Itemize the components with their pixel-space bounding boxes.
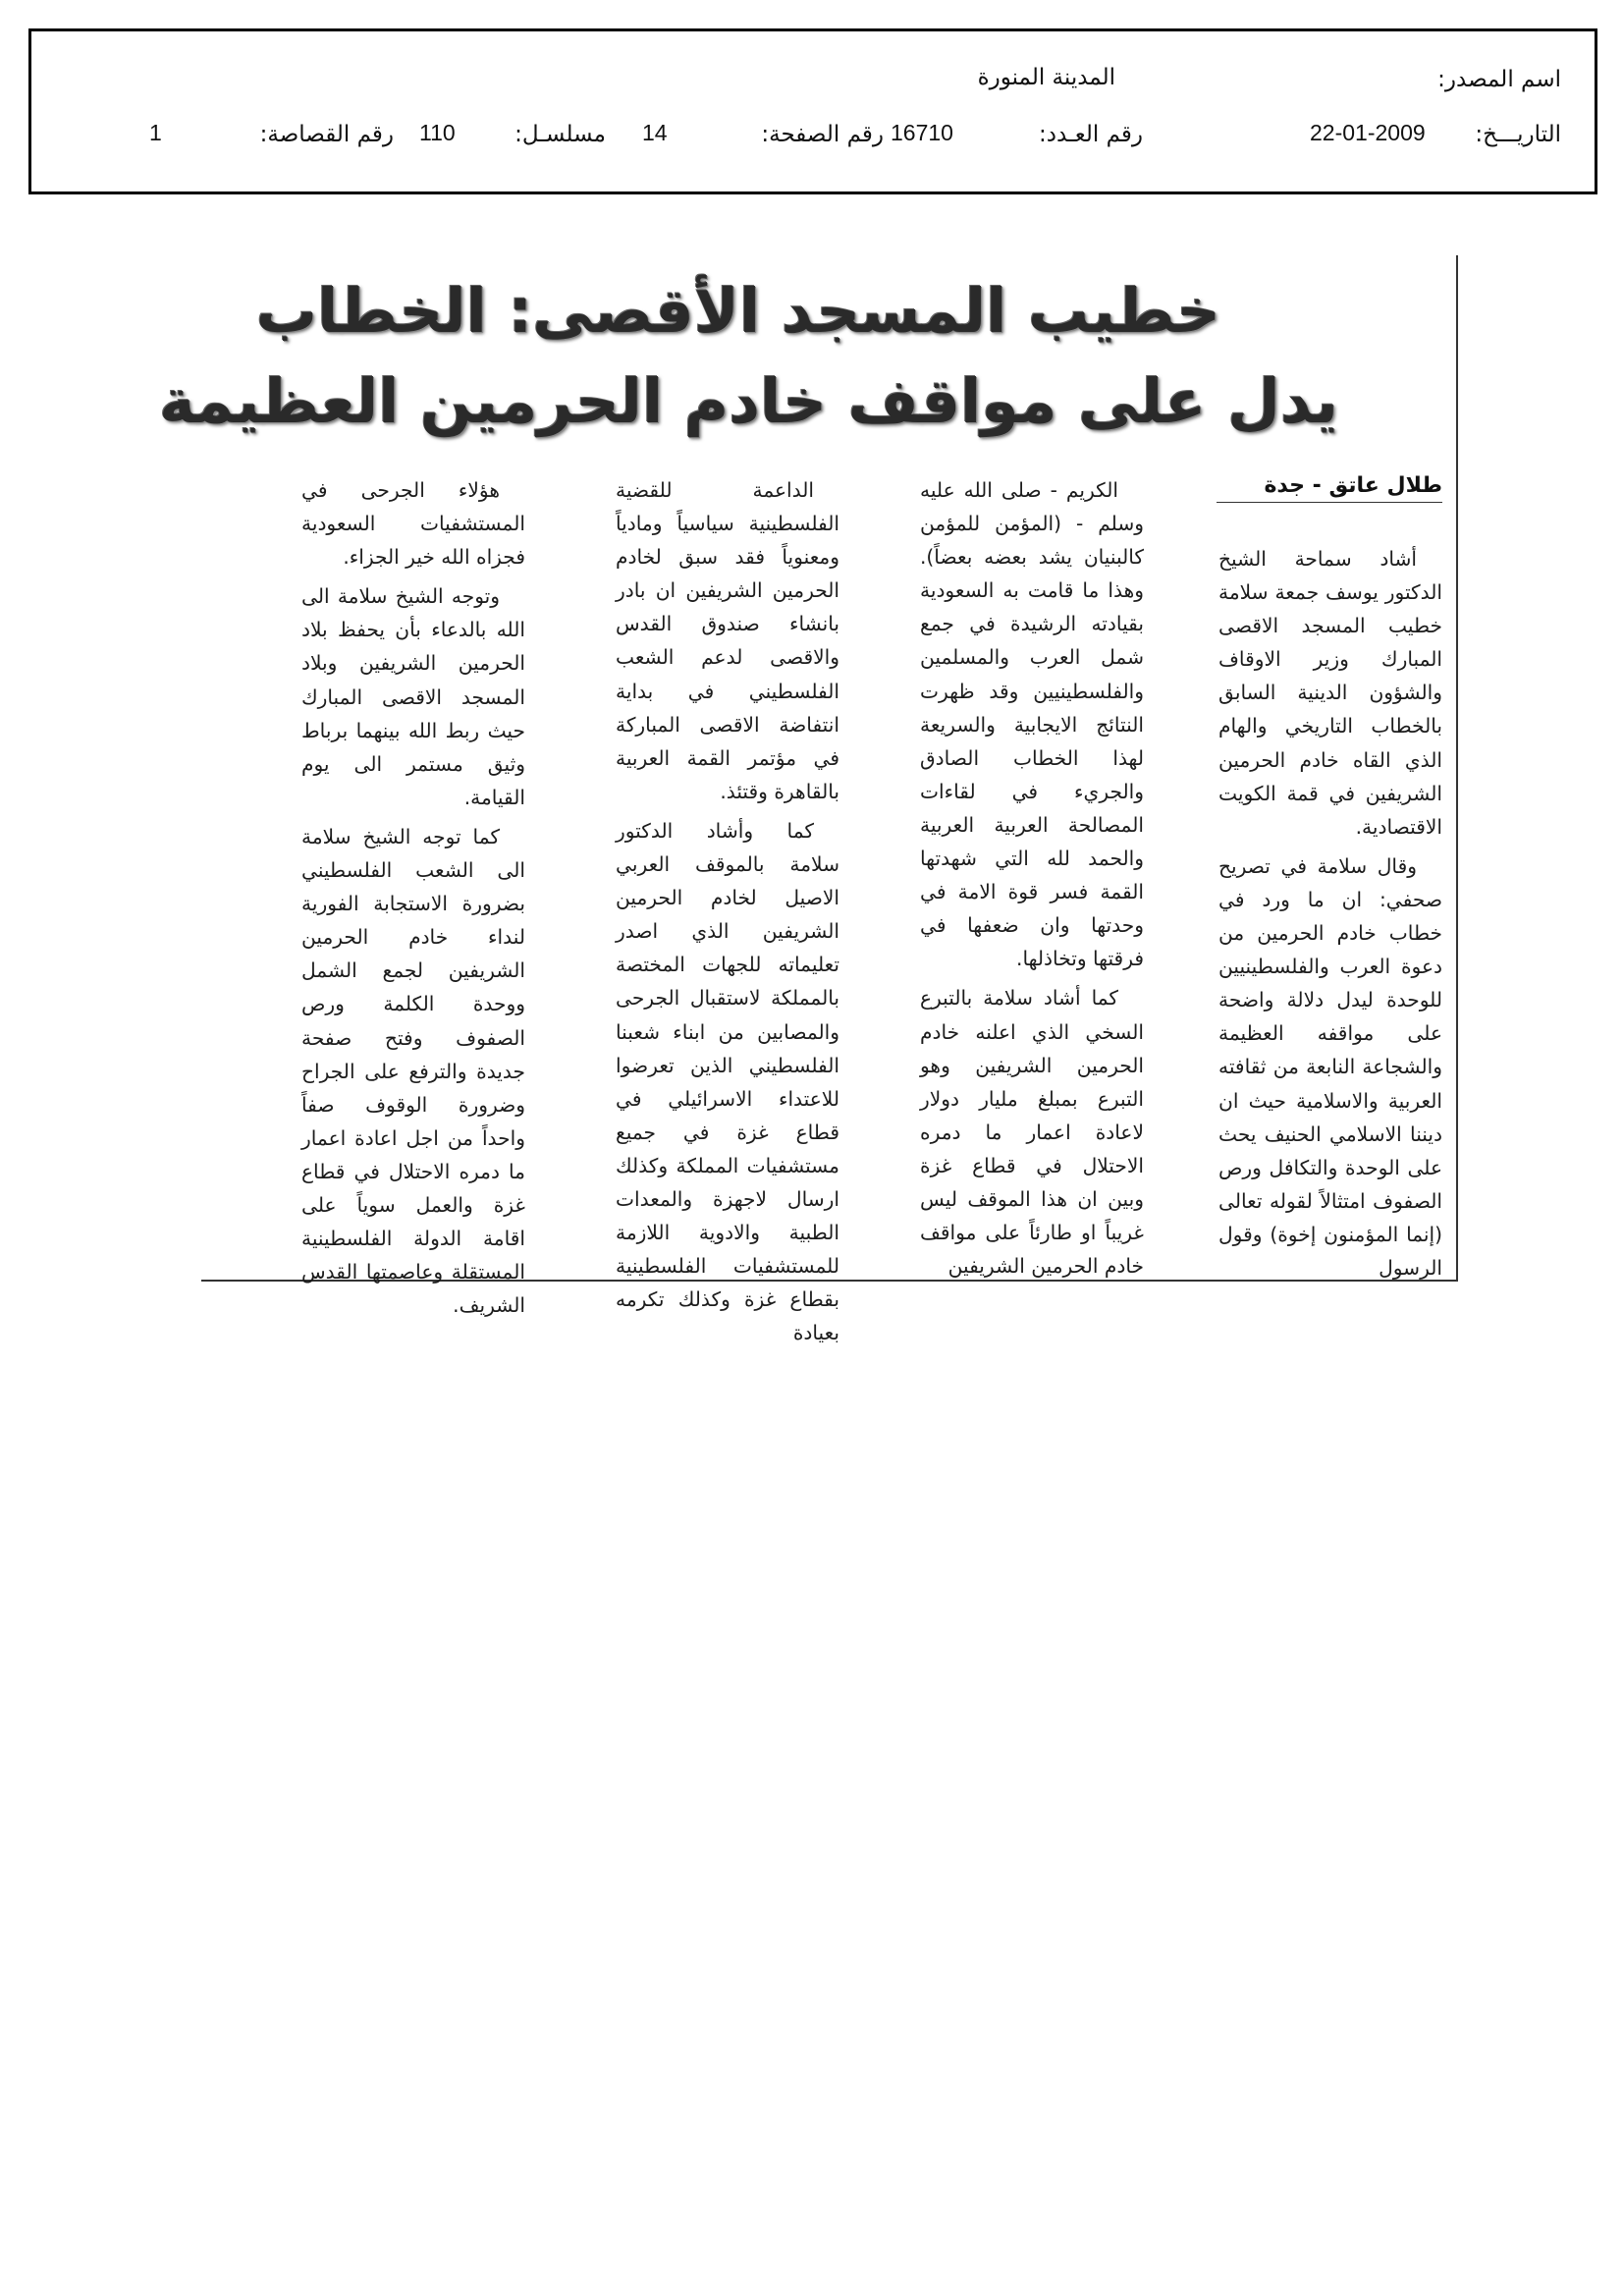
serial-label: مسلسـل:: [514, 122, 606, 147]
source-value: المدينة المنورة: [977, 65, 1115, 90]
paragraph: وتوجه الشيخ سلامة الى الله بالدعاء بأن يحفظ بلاد الحرمين الشريفين وبلاد المسجد الاقصى المبارك حيث ربط الله بينهما برباط وثيق مستمر الى يوم القيامة.: [301, 584, 525, 809]
newspaper-clipping: [158, 255, 1458, 1345]
headline-line-1: خطيب المسجد الأقصى: الخطاب: [255, 275, 1220, 347]
article-column-3: [616, 473, 839, 1349]
article-column-1: [1218, 542, 1442, 1285]
paragraph: كما وأشاد الدكتور سلامة بالموقف العربي الاصيل لخادم الحرمين الشريفين الذي اصدر تعليماته للجهات المختصة بالمملكة لاستقبال الجرحى والمصابين من ابناء شعبنا الفلسطيني الذين تعرضوا للاعتداء الاسرائيلي في قطاع غزة في جميع مستشفيات المملكة وكذلك ارسال لاجهزة والمعدات الطبية والادوية اللازمة للمستشفيات الفلسطينية بقطاع غزة وكذلك تكرمه بعيادة: [616, 818, 839, 1345]
page-label: رقم الصفحة:: [761, 122, 884, 147]
date-label: التاريـــخ:: [1475, 122, 1561, 147]
issue-value: 16710: [891, 120, 953, 145]
issue-label: رقم العـدد:: [1038, 122, 1143, 147]
paragraph: أشاد سماحة الشيخ الدكتور يوسف جمعة سلامة خطيب المسجد الاقصى المبارك وزير الاوقاف والشؤون الدينية السابق بالخطاب التاريخي والهام الذي القاه خادم الحرمين الشريفين في قمة الكويت الاقتصادية.: [1218, 547, 1442, 839]
clip-number-label: رقم القصاصة:: [259, 122, 394, 147]
source-label: اسم المصدر:: [1437, 67, 1561, 92]
page-value: 14: [642, 120, 668, 145]
paragraph: كما توجه الشيخ سلامة الى الشعب الفلسطيني بضرورة الاستجابة الفورية لنداء خادم الحرمين الشريفين لجمع الشمل ووحدة الكلمة ورص الصفوف وفتح صفحة جديدة والترفع على الجراح وضرورة الوقوف صفاً واحداً من اجل اعادة اعمار ما دمره الاحتلال في قطاع غزة والعمل سوياً على اقامة الدولة الفلسطينية المستقلة وعاصمتها القدس الشريف.: [301, 824, 525, 1318]
clipping-metadata-box: [28, 28, 1597, 194]
paragraph: الكريم - صلى الله عليه وسلم - (المؤمن للمؤمن كالبنيان يشد بعضه بعضاً). وهذا ما قامت به السعودية بقيادته الرشيدة في جمع شمل العرب والمسلمين والفلسطينيين وقد ظهرت النتائج الايجابية والسريعة لهذا الخطاب الصادق والجريء في لقاءات المصالحة العربية العربية والحمد لله التي شهدتها القمة فسر قوة الامة في وحدتها وان ضعفها في فرقتها وتخاذلها.: [920, 478, 1144, 971]
paragraph: وقال سلامة في تصريح صحفي: ان ما ورد في خطاب خادم الحرمين من دعوة العرب والفلسطينيين للوحدة ليدل دلالة واضحة على مواقفه العظيمة والشجاعة النابعة من ثقافته العربية والاسلامية حيث ان ديننا الاسلامي الحنيف يحث على الوحدة والتكافل ورص الصفوف امتثالاً لقوله تعالى (إنما المؤمنون إخوة) وقول الرسول: [1218, 853, 1442, 1280]
article-column-4: [301, 473, 525, 1322]
clip-number-value: 1: [149, 120, 162, 145]
byline: طلال عاتق - جدة: [1217, 473, 1442, 503]
date-value: 22-01-2009: [1310, 120, 1426, 145]
article-column-2: [920, 473, 1144, 1283]
paragraph: كما أشاد سلامة بالتبرع السخي الذي اعلنه خادم الحرمين الشريفين وهو التبرع بمبلغ مليار دولار لاعادة اعمار ما دمره الاحتلال في قطاع غزة وبين ان هذا الموقف ليس غريباً او طارئاً على مواقف خادم الحرمين الشريفين: [920, 986, 1144, 1279]
serial-value: 110: [419, 120, 456, 145]
paragraph: هؤلاء الجرحى في المستشفيات السعودية فجزاه الله خير الجزاء.: [301, 478, 525, 570]
paragraph: الداعمة للقضية الفلسطينية سياسياً ومادياً ومعنوياً فقد سبق لخادم الحرمين الشريفين ان بادر بانشاء صندوق القدس والاقصى لدعم الشعب الفلسطيني في بداية انتفاضة الاقصى المباركة في مؤتمر القمة العربية بالقاهرة وقتئذ.: [616, 478, 839, 803]
headline-line-2: يدل على مواقف خادم الحرمين العظيمة: [158, 365, 1338, 437]
